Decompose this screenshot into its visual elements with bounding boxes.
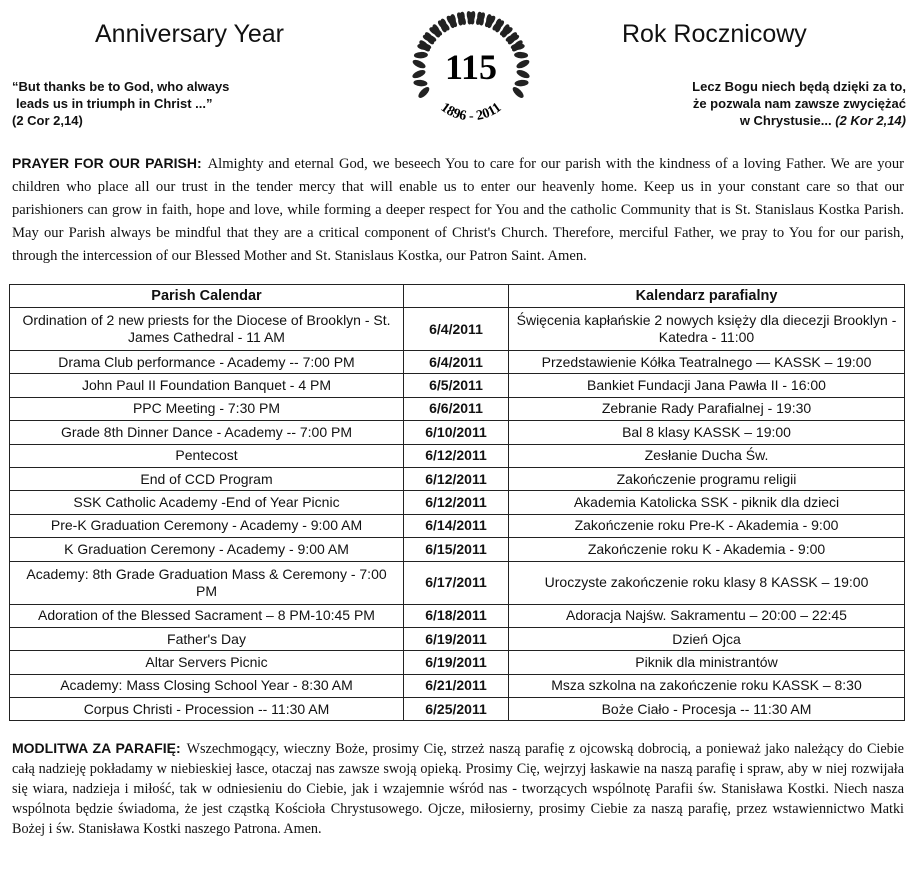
event-english-cell: Pre-K Graduation Ceremony - Academy - 9:00 AM — [10, 514, 404, 537]
event-english-cell: Grade 8th Dinner Dance - Academy -- 7:00 PM — [10, 421, 404, 444]
event-polish-cell: Święcenia kapłańskie 2 nowych księży dla diecezji Brooklyn - Katedra - 11:00 — [509, 308, 905, 351]
table-row — [10, 604, 905, 627]
quote-reference: (2 Cor 2,14) — [12, 113, 83, 128]
event-polish-cell: Przedstawienie Kółka Teatralnego — KASSK – 19:00 — [509, 351, 905, 374]
event-english-cell: K Graduation Ceremony - Academy - 9:00 AM — [10, 538, 404, 561]
table-row — [10, 491, 905, 514]
laurel-leaf — [515, 58, 530, 70]
scripture-quote-polish — [576, 78, 906, 129]
event-date-cell: 6/10/2011 — [404, 421, 509, 444]
event-polish-cell: Piknik dla ministrantów — [509, 651, 905, 674]
laurel-leaf — [511, 85, 525, 99]
laurel-leaf — [411, 58, 426, 70]
svg-text:1896 - 2011 — [438, 100, 504, 124]
prayer-polish — [12, 738, 904, 839]
emblem-years: 1896 - 2011 — [437, 100, 505, 125]
laurel-leaf — [514, 79, 529, 87]
table-row — [10, 308, 905, 351]
event-polish-cell: Zakończenie roku K - Akademia - 9:00 — [509, 538, 905, 561]
parish-calendar-table — [9, 284, 905, 721]
prayer-text: Almighty and eternal God, we beseech You to care for our parish with the kindness of a loving Father. We are your children who place all our trust in the tender mercy that will enable us to enter our heavenly home. Keep us in your constant care so that our parishioners can grow in faith, hope and love, while forming a deeper respect for You and the catholic Community that is St. Stanislaus Kostka Parish. May our Parish always be mindful that they are a critical component of Christ's Church. Therefore, merciful Father, we pray to You for our parish, through the intercession of our Blessed Mother and St. Stanislaus Kostka, our Patron Saint. Amen. — [12, 156, 904, 264]
table-row — [10, 374, 905, 397]
event-english-cell: John Paul II Foundation Banquet - 4 PM — [10, 374, 404, 397]
event-date-cell: 6/14/2011 — [404, 514, 509, 537]
event-polish-cell: Zakończenie roku Pre-K - Akademia - 9:00 — [509, 514, 905, 537]
event-polish-cell: Zesłanie Ducha Św. — [509, 444, 905, 467]
table-row — [10, 627, 905, 650]
event-english-cell: Academy: Mass Closing School Year - 8:30 AM — [10, 674, 404, 697]
event-english-cell: PPC Meeting - 7:30 PM — [10, 397, 404, 420]
column-header-polish: Kalendarz parafialny — [509, 285, 905, 308]
table-row — [10, 444, 905, 467]
event-polish-cell: Uroczyste zakończenie roku klasy 8 KASSK – 19:00 — [509, 561, 905, 604]
prayer-heading: PRAYER FOR OUR PARISH: — [12, 155, 202, 171]
scripture-quote-english — [12, 78, 312, 129]
event-polish-cell: Bal 8 klasy KASSK – 19:00 — [509, 421, 905, 444]
quote-line — [576, 112, 906, 129]
event-date-cell: 6/19/2011 — [404, 651, 509, 674]
prayer-heading: MODLITWA ZA PARAFIĘ: — [12, 740, 181, 756]
event-polish-cell: Boże Ciało - Procesja -- 11:30 AM — [509, 698, 905, 721]
table-row — [10, 651, 905, 674]
column-header-date — [404, 285, 509, 308]
event-english-cell: Altar Servers Picnic — [10, 651, 404, 674]
quote-line: że pozwala nam zawsze zwyciężać — [692, 96, 906, 111]
event-polish-cell: Akademia Katolicka SSK - piknik dla dzieci — [509, 491, 905, 514]
laurel-leaf — [417, 85, 431, 99]
prayer-english — [12, 152, 904, 268]
table-row — [10, 698, 905, 721]
title-english: Anniversary Year — [95, 20, 285, 48]
event-date-cell: 6/17/2011 — [404, 561, 509, 604]
event-polish-cell: Dzień Ojca — [509, 627, 905, 650]
anniversary-wreath-emblem — [408, 4, 534, 144]
event-polish-cell: Adoracja Najśw. Sakramentu – 20:00 – 22:45 — [509, 604, 905, 627]
event-polish-cell: Bankiet Fundacji Jana Pawła II - 16:00 — [509, 374, 905, 397]
event-date-cell: 6/25/2011 — [404, 698, 509, 721]
event-date-cell: 6/12/2011 — [404, 467, 509, 490]
table-row — [10, 561, 905, 604]
event-english-cell: Pentecost — [10, 444, 404, 467]
table-row — [10, 421, 905, 444]
table-row — [10, 397, 905, 420]
laurel-leaf — [413, 79, 428, 87]
event-date-cell: 6/15/2011 — [404, 538, 509, 561]
event-date-cell: 6/4/2011 — [404, 308, 509, 351]
column-header-english: Parish Calendar — [10, 285, 404, 308]
event-date-cell: 6/21/2011 — [404, 674, 509, 697]
event-polish-cell: Zebranie Rady Parafialnej - 19:30 — [509, 397, 905, 420]
event-date-cell: 6/4/2011 — [404, 351, 509, 374]
quote-line: “But thanks be to God, who always — [12, 79, 230, 94]
laurel-leaf — [486, 14, 493, 28]
event-english-cell: SSK Catholic Academy -End of Year Picnic — [10, 491, 404, 514]
title-polish: Rok Rocznicowy — [622, 20, 807, 48]
laurel-leaf — [439, 18, 448, 33]
event-polish-cell: Zakończenie programu religii — [509, 467, 905, 490]
event-english-cell: Drama Club performance - Academy -- 7:00 PM — [10, 351, 404, 374]
event-english-cell: End of CCD Program — [10, 467, 404, 490]
emblem-number: 115 — [444, 47, 498, 87]
event-date-cell: 6/19/2011 — [404, 627, 509, 650]
prayer-text: Wszechmogący, wieczny Boże, prosimy Cię, strzeż naszą parafię z ojcowską dobrocią, a ponieważ jako należący do Ciebie całą nadzieję pokładamy w niebieskiej łasce, otaczaj nas zawsze swoją opieką. Prosimy Cię, wejrzyj łaskawie na naszą parafię i spraw, aby w niej rozwijała się wiara, nadzieja i miłość, tak w odniesieniu do Ciebie, jak i wzajemnie wśród nas - tworzących wspólnotę Parafii św. Stanisława Kostki. Niech nasza wspólnota będzie świadoma, że jest cząstką Kościoła Chrystusowego. Ojcze, miłosierny, prosimy Ciebie za naszą parafię, przez wstawiennictwo Matki Bożej i św. Stanisława Kostki naszego Patrona. Amen. — [12, 741, 904, 837]
event-date-cell: 6/18/2011 — [404, 604, 509, 627]
event-date-cell: 6/6/2011 — [404, 397, 509, 420]
event-english-cell: Adoration of the Blessed Sacrament – 8 PM-10:45 PM — [10, 604, 404, 627]
table-row — [10, 351, 905, 374]
event-english-cell: Ordination of 2 new priests for the Diocese of Brooklyn - St. James Cathedral - 11 AM — [10, 308, 404, 351]
quote-line: Lecz Bogu niech będą dzięki za to, — [692, 79, 906, 94]
event-date-cell: 6/5/2011 — [404, 374, 509, 397]
event-polish-cell: Msza szkolna na zakończenie roku KASSK – 8:30 — [509, 674, 905, 697]
event-english-cell: Corpus Christi - Procession -- 11:30 AM — [10, 698, 404, 721]
quote-line: leads us in triumph in Christ ...” — [16, 96, 213, 111]
quote-reference: (2 Kor 2,14) — [835, 113, 906, 128]
table-row — [10, 514, 905, 537]
event-date-cell: 6/12/2011 — [404, 444, 509, 467]
laurel-leaf — [414, 52, 428, 59]
table-row — [10, 467, 905, 490]
laurel-leaf — [411, 68, 426, 80]
table-row — [10, 674, 905, 697]
laurel-leaf — [514, 52, 528, 59]
event-english-cell: Academy: 8th Grade Graduation Mass & Ceremony - 7:00 PM — [10, 561, 404, 604]
laurel-leaf — [515, 68, 530, 80]
table-row — [10, 538, 905, 561]
quote-text: w Chrystusie... — [739, 113, 832, 128]
table-header-row — [10, 285, 905, 308]
event-date-cell: 6/12/2011 — [404, 491, 509, 514]
event-english-cell: Father's Day — [10, 627, 404, 650]
